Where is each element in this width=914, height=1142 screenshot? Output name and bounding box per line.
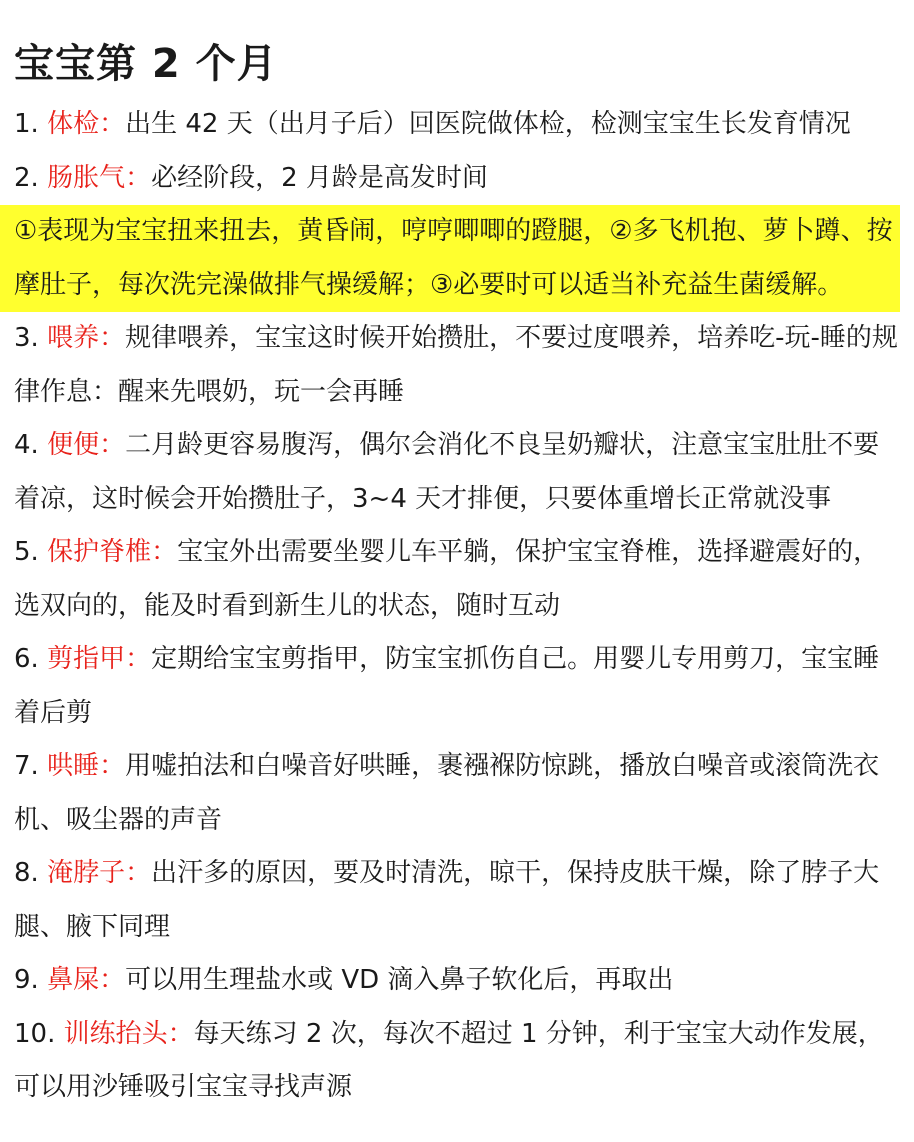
item-text: 必经阶段，2 月龄是高发时间 — [151, 162, 488, 193]
item-text: 规律喂养，宝宝这时候开始攒肚，不要过度喂养，培养吃-玩-睡的规律作息：醒来先喂奶，玩一会再睡 — [14, 323, 898, 407]
list-item-stool — [14, 419, 900, 526]
item-label: 肠胀气： — [47, 162, 152, 193]
item-text: 宝宝外出需要坐婴儿车平躺，保护宝宝脊椎，选择避震好的，选双向的，能及时看到新生儿的状态，随时互动 — [14, 537, 880, 621]
list-item-neck-rash — [14, 847, 900, 954]
item-number: 9. — [14, 965, 39, 995]
list-item-head-lift — [14, 1008, 900, 1115]
item-label: 鼻屎： — [47, 965, 126, 995]
item-text: 出生 42 天（出月子后）回医院做体检，检测宝宝生长发育情况 — [125, 109, 851, 139]
list-item-feeding — [14, 312, 900, 419]
item-text: 用嘘拍法和白噪音好哄睡，裹襁褓防惊跳，播放白噪音或滚筒洗衣机、吸尘器的声音 — [14, 751, 880, 835]
item-number: 5. — [14, 537, 39, 567]
page-title: 宝宝第 2 个月 — [14, 41, 278, 87]
item-number: 6. — [14, 644, 39, 674]
item-label: 喂养： — [47, 323, 126, 353]
list-item-colic — [14, 152, 900, 206]
item-number: 10. — [14, 1018, 56, 1049]
item-label: 保护脊椎： — [47, 537, 178, 567]
list-item-sleep — [14, 740, 900, 847]
item-text: 定期给宝宝剪指甲，防宝宝抓伤自己。用婴儿专用剪刀，宝宝睡着后剪 — [14, 644, 880, 728]
item-label: 淹脖子： — [47, 858, 152, 888]
item-text: 每天练习 2 次，每次不超过 1 分钟，利于宝宝大动作发展，可以用沙锤吸引宝宝寻找声源 — [14, 1018, 884, 1102]
list-item-nails — [14, 633, 900, 740]
item-number: 4. — [14, 430, 39, 460]
highlighted-note: ①表现为宝宝扭来扭去，黄昏闹，哼哼唧唧的蹬腿，②多飞机抱、萝卜蹲、按摩肚子，每次洗完澡做排气操缓解；③必要时可以适当补充益生菌缓解。 — [0, 205, 900, 312]
tips-list — [14, 98, 900, 1115]
item-label: 剪指甲： — [47, 644, 152, 674]
item-text: 可以用生理盐水或 VD 滴入鼻子软化后，再取出 — [125, 965, 674, 995]
item-number: 8. — [14, 858, 39, 888]
list-item-checkup — [14, 98, 900, 152]
list-item-nasal — [14, 954, 900, 1008]
list-item-spine — [14, 526, 900, 633]
item-label: 哄睡： — [47, 751, 126, 781]
item-number: 3. — [14, 323, 39, 353]
item-number: 1. — [14, 109, 39, 139]
item-number: 7. — [14, 751, 39, 781]
item-text: 出汗多的原因，要及时清洗，晾干，保持皮肤干燥，除了脖子大腿、腋下同理 — [14, 858, 880, 942]
item-label: 便便： — [47, 430, 126, 460]
item-label: 训练抬头： — [63, 1018, 194, 1049]
item-text: 二月龄更容易腹泻，偶尔会消化不良呈奶瓣状，注意宝宝肚肚不要着凉，这时候会开始攒肚子，3~4 天才排便，只要体重增长正常就没事 — [14, 430, 880, 514]
item-number: 2. — [14, 162, 39, 193]
item-label: 体检： — [47, 109, 126, 139]
